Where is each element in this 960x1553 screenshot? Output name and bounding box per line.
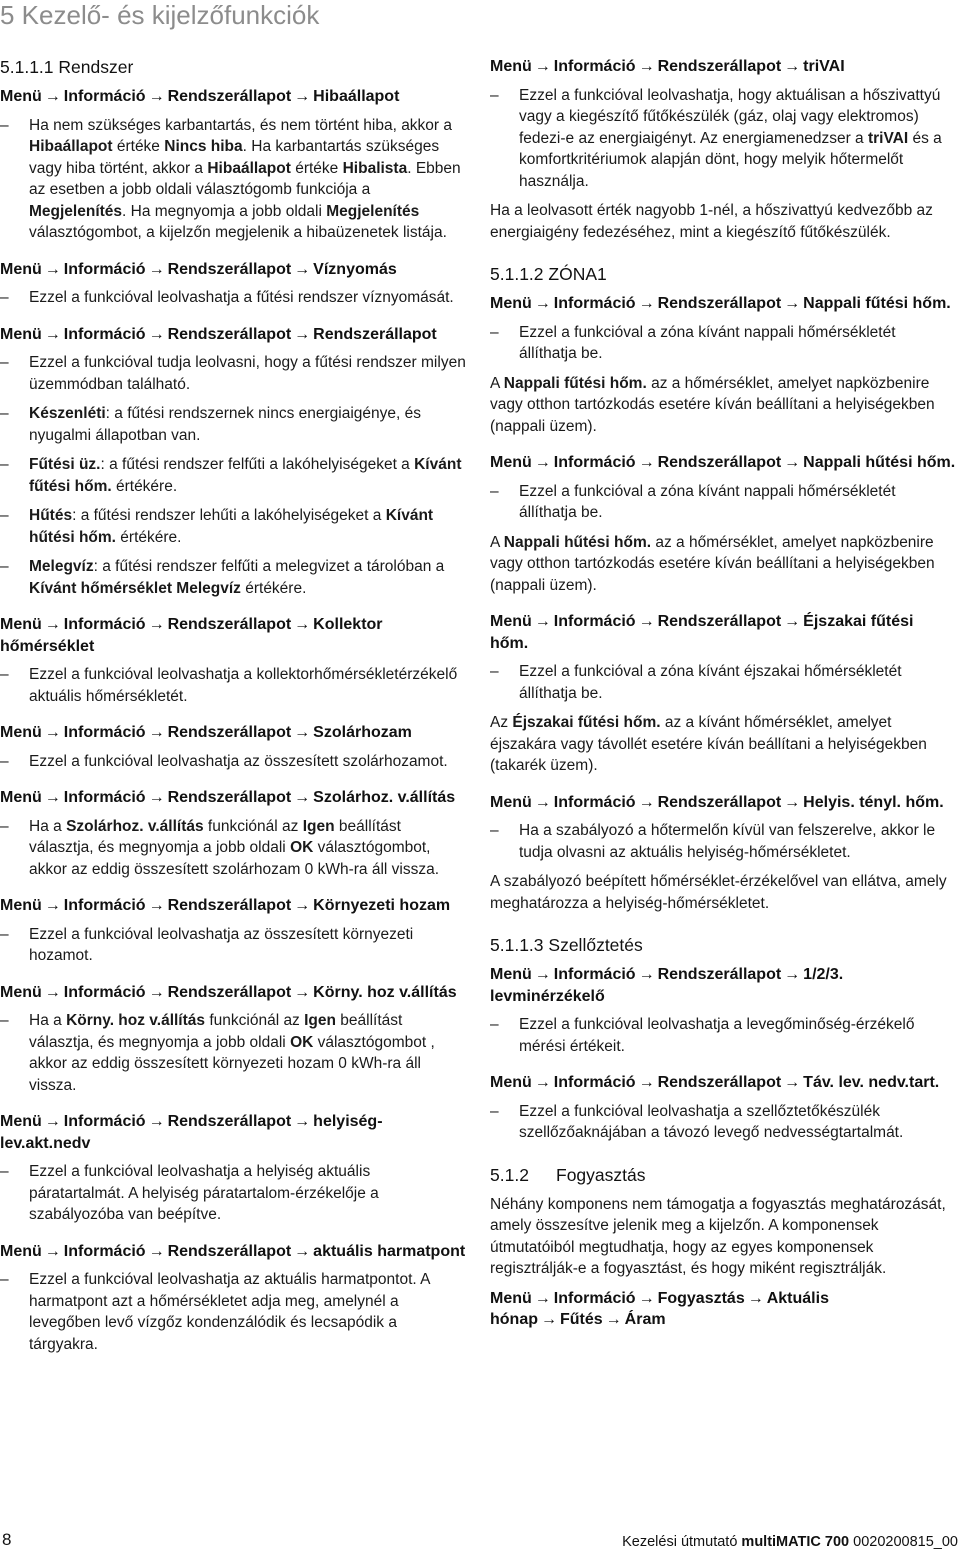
menu-path-szolarhozam (0, 722, 468, 744)
menu-path-segment: Szolárhozam (313, 724, 412, 741)
chapter-title: 5 Kezelő- és kijelzőfunkciók (0, 0, 320, 30)
menu-path-segment: Víznyomás (313, 260, 397, 278)
arrow-icon: → (148, 325, 165, 343)
section-heading-fogyasztas (490, 1164, 956, 1186)
dash-bullet: – (0, 507, 9, 524)
list-item-tav-lev-nedv: – Ezzel a funkcióval leolvashatja a szellőztetőkészülék szellőzőaknájában a távozó levegő nedvességtartalmát. (490, 1102, 904, 1141)
list-item-viznyomas: – Ezzel a funkcióval leolvashatja a fűtési rendszer víznyomását. (0, 287, 468, 309)
arrow-icon: → (784, 454, 801, 471)
dash-bullet: – (0, 354, 9, 371)
arrow-icon: → (534, 793, 551, 811)
menu-path-segment: Információ (63, 88, 146, 105)
menu-path-segment: Menü (490, 1074, 532, 1091)
arrow-icon: → (534, 1289, 551, 1307)
arrow-icon: → (747, 1289, 764, 1307)
dash-bullet: – (490, 323, 499, 341)
menu-path-segment: Rendszerállapot (657, 295, 782, 312)
arrow-icon: → (784, 295, 801, 312)
menu-path-segment: Rendszerállapot (167, 724, 292, 741)
menu-path-segment: triVAI (803, 58, 845, 75)
arrow-icon: → (534, 295, 551, 312)
arrow-icon: → (148, 1113, 165, 1130)
arrow-icon: → (44, 897, 61, 914)
paragraph-nappali-hutesi: A Nappali hűtési hőm. az a hőmérséklet, amelyet napközbenire vagy otthon tartózkodás esetére kíván beállítani a helyiségekben (nappali üzem). (490, 533, 935, 594)
section-title: Szellőztetés (548, 935, 643, 955)
section-title: Rendszer (58, 57, 134, 77)
dash-bullet: – (0, 752, 9, 770)
menu-path-segment: Éjszakai fűtési hőm. (490, 613, 914, 652)
menu-path-korny-hoz-vallitas (0, 982, 468, 1004)
menu-path-segment: Rendszerállapot (167, 260, 292, 278)
menu-path-segment: Információ (63, 983, 146, 1001)
arrow-icon: → (294, 325, 311, 343)
list-item-rendszerallapot: – Ezzel a funkcióval tudja leolvasni, hogy a fűtési rendszer milyen üzemmódban található. (0, 354, 466, 393)
dash-bullet: – (0, 1271, 9, 1288)
menu-path-segment: Menü (490, 58, 532, 75)
menu-path-segment: Rendszerállapot (657, 454, 782, 471)
arrow-icon: → (148, 983, 165, 1001)
menu-path-paratartalom (0, 1111, 468, 1154)
arrow-icon: → (44, 616, 61, 633)
arrow-icon: → (784, 966, 801, 983)
list-item-korny-hoz-vallitas: – Ha a Körny. hoz v.állítás funkciónál az Igen beállítást választja, és megnyomja a jobb oldali OK választógombot , akkor az eddig összesített környezeti hozam 0 kWh-ra áll vissza. (0, 1012, 435, 1094)
menu-path-segment: Menü (0, 616, 42, 633)
menu-path-segment: Rendszerállapot (167, 897, 292, 914)
menu-path-segment: 1/2/3. levminérzékelő (490, 966, 844, 1005)
menu-path-segment: Rendszerállapot (657, 58, 782, 75)
menu-path-harmatpont (0, 1241, 468, 1263)
menu-path-tav-lev-nedv (490, 1072, 956, 1094)
section-number: 5.1.1.2 (490, 264, 544, 284)
menu-path-segment: Menü (490, 454, 532, 471)
list-item-futesi-uz: – Fűtési üz.: a fűtési rendszer felfűti a lakóhelyiségeket a Kívánt fűtési hőm. értékére. (0, 456, 462, 495)
arrow-icon: → (784, 1074, 801, 1091)
dash-bullet: – (490, 86, 499, 104)
menu-path-kornyezeti-hozam (0, 895, 468, 917)
arrow-icon: → (605, 1311, 622, 1328)
menu-path-viznyomas (0, 259, 468, 281)
list-item-harmatpont: – Ezzel a funkcióval leolvashatja az aktuális harmatpontot. A harmatpont azt a hőmérsékletet adja meg, amelynél a levegőben levő vízgőz kondenzálódik és lecsapódik a tárgyakra. (0, 1271, 430, 1353)
arrow-icon: → (294, 260, 311, 278)
menu-path-segment: Menü (0, 260, 42, 278)
menu-path-segment: Menü (490, 793, 532, 811)
menu-path-segment: Rendszerállapot (657, 966, 782, 983)
menu-path-segment: Rendszerállapot (167, 88, 292, 105)
menu-path-segment: Információ (553, 966, 636, 983)
menu-path-segment: Menü (490, 1289, 532, 1307)
arrow-icon: → (638, 793, 655, 811)
arrow-icon: → (638, 1074, 655, 1091)
section-number: 5.1.2 (490, 1164, 529, 1185)
dash-bullet: – (490, 1102, 499, 1120)
arrow-icon: → (148, 1242, 165, 1260)
arrow-icon: → (148, 897, 165, 914)
arrow-icon: → (44, 724, 61, 741)
dash-bullet: – (0, 1163, 9, 1180)
arrow-icon: → (784, 793, 801, 811)
dash-bullet: – (0, 817, 9, 835)
dash-bullet: – (0, 456, 9, 473)
arrow-icon: → (294, 88, 311, 105)
dash-bullet: – (490, 1016, 499, 1033)
arrow-icon: → (148, 724, 165, 741)
menu-path-segment: Rendszerállapot (167, 789, 292, 806)
arrow-icon: → (638, 613, 655, 630)
menu-path-segment: Rendszerállapot (657, 1074, 782, 1091)
menu-path-segment: Menü (490, 966, 532, 983)
arrow-icon: → (638, 454, 655, 471)
list-item-hutes: – Hűtés: a fűtési rendszer lehűti a lakóhelyiségeket a Kívánt hűtési hőm. értékére. (0, 507, 434, 546)
menu-path-segment: Rendszerállapot (657, 613, 782, 630)
arrow-icon: → (534, 58, 551, 75)
menu-path-segment: Rendszerállapot (167, 983, 292, 1001)
menu-path-segment: Táv. lev. nedv.tart. (803, 1074, 940, 1091)
arrow-icon: → (44, 983, 61, 1001)
menu-path-segment: Menü (0, 724, 42, 741)
arrow-icon: → (148, 260, 165, 278)
menu-path-segment: Menü (0, 1113, 42, 1130)
arrow-icon: → (534, 613, 551, 630)
list-item-kollektor: – Ezzel a funkcióval leolvashatja a kollektorhőmérsékletérzékelő aktuális hőmérsékletét. (0, 666, 458, 705)
menu-path-segment: helyiség-lev.akt.nedv (0, 1113, 383, 1152)
arrow-icon: → (148, 616, 165, 633)
page-footer (0, 1530, 960, 1552)
list-item-melegviz: – Melegvíz: a fűtési rendszer felfűti a melegvizet a tárolóban a Kívánt hőmérséklet Melegvíz értékére. (0, 558, 445, 597)
list-item-szolarhozam: – Ezzel a funkcióval leolvashatja az összesített szolárhozamot. (0, 751, 468, 773)
list-item-szolarhoz-vallitas: – Ha a Szolárhoz. v.állítás funkciónál az Igen beállítást választja, és megnyomja a jobb oldali OK választógombot, akkor az eddig összesített szolárhozam 0 kWh-ra áll vissza. (0, 817, 440, 878)
paragraph-fogyasztas: Néhány komponens nem támogatja a fogyasztás meghatározását, amely összesítve jelenik meg a kijelzőn. A komponensek útmutatóiból megtudhatja, hogy az egyes komponensek regisztrálják-e a fogyasztást, és hogy miként regisztrálják. (490, 1195, 946, 1277)
dash-bullet: – (0, 289, 9, 306)
menu-path-segment: Menü (0, 88, 42, 105)
list-item-keszenleti: – Készenléti: a fűtési rendszernek nincs energiaigénye, és nyugalmi állapotban van. (0, 405, 422, 444)
arrow-icon: → (294, 983, 311, 1001)
arrow-icon: → (294, 1242, 311, 1260)
menu-path-segment: Hibaállapot (313, 88, 400, 105)
list-item-levmin-erzekelo: – Ezzel a funkcióval leolvashatja a levegőminőség-érzékelő mérési értékeit. (490, 1016, 915, 1055)
arrow-icon: → (294, 789, 311, 806)
menu-path-segment: Nappali hűtési hőm. (803, 454, 956, 471)
menu-path-nappali-futesi (490, 293, 956, 315)
arrow-icon: → (784, 613, 801, 630)
menu-path-segment: Rendszerállapot (657, 793, 782, 811)
right-column (490, 56, 956, 1338)
menu-path-fogyasztas (490, 1288, 956, 1331)
list-item-nappali-hutesi: – Ezzel a funkcióval a zóna kívánt nappali hőmérsékletét állíthatja be. (490, 482, 896, 521)
menu-path-segment: Információ (63, 1113, 146, 1130)
dash-bullet: – (0, 1012, 9, 1029)
paragraph-helyis-tenyl-hom: A szabályozó beépített hőmérséklet-érzékelővel van ellátva, amely meghatározza a helyiség-hőmérsékletet. (490, 873, 947, 912)
menu-path-segment: Nappali fűtési hőm. (803, 295, 951, 312)
list-item-paratartalom: – Ezzel a funkcióval leolvashatja a helyiség aktuális páratartalmát. A helyiség páratartalom-érzékelője a szabályozóba van beépítve. (0, 1163, 379, 1223)
menu-path-segment: Menü (0, 897, 42, 914)
menu-path-segment: Információ (63, 260, 146, 278)
arrow-icon: → (44, 325, 61, 343)
menu-path-segment: Körny. hoz v.állítás (313, 983, 457, 1001)
menu-path-levmin-erzekelo (490, 964, 956, 1007)
arrow-icon: → (294, 897, 311, 914)
list-item-ejszakai-futesi: – Ezzel a funkcióval a zóna kívánt éjszakai hőmérsékletét állíthatja be. (490, 663, 902, 702)
section-heading-szellőztetes (490, 934, 956, 956)
section-heading-zona1 (490, 263, 956, 285)
section-number: 5.1.1.3 (490, 935, 544, 955)
menu-path-segment: Információ (63, 1242, 146, 1260)
section-title: ZÓNA1 (548, 264, 607, 284)
list-item-trivai: – Ezzel a funkcióval leolvashatja, hogy aktuálisan a hőszivattyú vagy a kiegészítő fűtőkészülék (gáz, olaj vagy elektromos) fedezi-e az energiaigényt. Az energiamenedzser a triVAI és a komfortkritériumok alapján dönt, hogy melyik hőtermelőt használja. (490, 86, 942, 190)
menu-path-segment: Információ (553, 793, 636, 811)
list-item-kornyezeti-hozam: – Ezzel a funkcióval leolvashatja az összesített környezeti hozamot. (0, 925, 414, 964)
menu-path-segment: Információ (63, 325, 146, 343)
arrow-icon: → (44, 1113, 61, 1130)
menu-path-segment: Kollektor hőmérséklet (0, 616, 383, 655)
menu-path-segment: Információ (553, 1074, 636, 1091)
paragraph-nappali-futesi: A Nappali fűtési hőm. az a hőmérséklet, amelyet napközbenire vagy otthon tartózkodás esetére kíván beállítani a helyiségekben (nappali üzem). (490, 374, 935, 435)
menu-path-segment: Rendszerállapot (167, 325, 292, 343)
arrow-icon: → (784, 58, 801, 75)
section-title: Fogyasztás (556, 1164, 646, 1185)
section-heading-rendszer (0, 56, 468, 78)
arrow-icon: → (294, 1113, 311, 1130)
list-item-helyis-tenyl-hom: – Ha a szabályozó a hőtermelőn kívül van felszerelve, akkor le tudja olvasni az aktuális helyiség-hőmérsékletet. (490, 822, 936, 861)
menu-path-rendszerallapot (0, 324, 468, 346)
menu-path-segment: Rendszerállapot (167, 1113, 292, 1130)
menu-path-segment: Aktuális hónap (490, 1289, 829, 1328)
menu-path-trivai (490, 56, 956, 78)
arrow-icon: → (534, 454, 551, 471)
menu-path-segment: Rendszerállapot (167, 616, 292, 633)
menu-path-segment: Fűtés (560, 1311, 603, 1328)
menu-path-segment: Fogyasztás (657, 1289, 745, 1307)
dash-bullet: – (0, 405, 9, 422)
menu-path-segment: Információ (63, 724, 146, 741)
menu-path-segment: Rendszerállapot (167, 1242, 292, 1260)
arrow-icon: → (148, 789, 165, 806)
menu-path-segment: Információ (553, 295, 636, 312)
menu-path-helyis-tenyl-hom (490, 792, 956, 814)
paragraph-trivai: Ha a leolvasott érték nagyobb 1-nél, a hőszivattyú kedvezőbb az energiaigény fedezéséhez, mint a kiegészítő fűtőkészülék. (490, 202, 933, 241)
arrow-icon: → (44, 260, 61, 278)
menu-path-segment: Információ (553, 613, 636, 630)
arrow-icon: → (44, 789, 61, 806)
list-item-nappali-futesi: – Ezzel a funkcióval a zóna kívánt nappali hőmérsékletét állíthatja be. (490, 323, 896, 362)
list-item-hibaallapot: – Ha nem szükséges karbantartás, és nem történt hiba, akkor a Hibaállapot értéke Nincs hiba. Ha karbantartás szükséges vagy hiba történt, akkor a Hibaállapot értéke Hibalista. Ebben az esetben a jobb oldali választógomb funkciója a Megjelenítés. Ha megnyomja a jobb oldali Megjelenítés választógombot, a kijelzőn megjelenik a hibaüzenetek listája. (0, 116, 461, 241)
arrow-icon: → (294, 616, 311, 633)
arrow-icon: → (638, 966, 655, 983)
product-name: multiMATIC 700 (741, 1534, 850, 1550)
dash-bullet: – (490, 482, 499, 500)
left-column (0, 56, 468, 1363)
menu-path-segment: Információ (63, 616, 146, 633)
menu-path-szolarhoz-vallitas (0, 787, 468, 809)
menu-path-segment: Helyis. tényl. hőm. (803, 793, 944, 811)
menu-path-segment: Menü (0, 325, 42, 343)
menu-path-segment: Rendszerállapot (313, 325, 437, 343)
page-number: 8 (2, 1530, 12, 1549)
menu-path-segment: Menü (490, 295, 532, 312)
arrow-icon: → (148, 88, 165, 105)
menu-path-segment: Információ (553, 454, 636, 471)
menu-path-hibaallapot (0, 86, 468, 108)
menu-path-segment: Információ (553, 1289, 636, 1307)
dash-bullet: – (0, 558, 9, 575)
menu-path-segment: Szolárhoz. v.állítás (313, 789, 456, 806)
paragraph-ejszakai-futesi: Az Éjszakai fűtési hőm. az a kívánt hőmérséklet, amelyet éjszakára vagy távollét esetére kíván beállítani a helyiségekben (takarék üzem). (490, 714, 927, 774)
menu-path-segment: Információ (63, 897, 146, 914)
menu-path-segment: Áram (624, 1311, 666, 1328)
arrow-icon: → (541, 1311, 557, 1328)
menu-path-segment: Információ (553, 58, 636, 75)
arrow-icon: → (638, 58, 655, 75)
dash-bullet: – (0, 116, 9, 134)
menu-path-nappali-hutesi (490, 452, 956, 474)
menu-path-segment: aktuális harmatpont (313, 1242, 466, 1260)
menu-path-segment: Menü (490, 613, 532, 630)
arrow-icon: → (44, 1242, 61, 1260)
menu-path-kollektor-homerseklet (0, 614, 468, 657)
arrow-icon: → (638, 295, 655, 312)
dash-bullet: – (0, 925, 9, 943)
arrow-icon: → (294, 724, 311, 741)
section-number: 5.1.1.1 (0, 57, 54, 77)
arrow-icon: → (638, 1289, 655, 1307)
menu-path-segment: Menü (0, 1242, 42, 1260)
dash-bullet: – (490, 663, 499, 680)
dash-bullet: – (0, 666, 9, 683)
menu-path-segment: Információ (63, 789, 146, 806)
menu-path-segment: Menü (0, 983, 42, 1001)
menu-path-segment: Környezeti hozam (313, 897, 451, 914)
arrow-icon: → (534, 966, 551, 983)
dash-bullet: – (490, 822, 499, 839)
document-info: Kezelési útmutató multiMATIC 700 0020200815_00 (622, 1534, 958, 1550)
menu-path-segment: Menü (0, 789, 42, 806)
menu-path-ejszakai-futesi (490, 611, 956, 654)
arrow-icon: → (44, 88, 61, 105)
arrow-icon: → (534, 1074, 551, 1091)
